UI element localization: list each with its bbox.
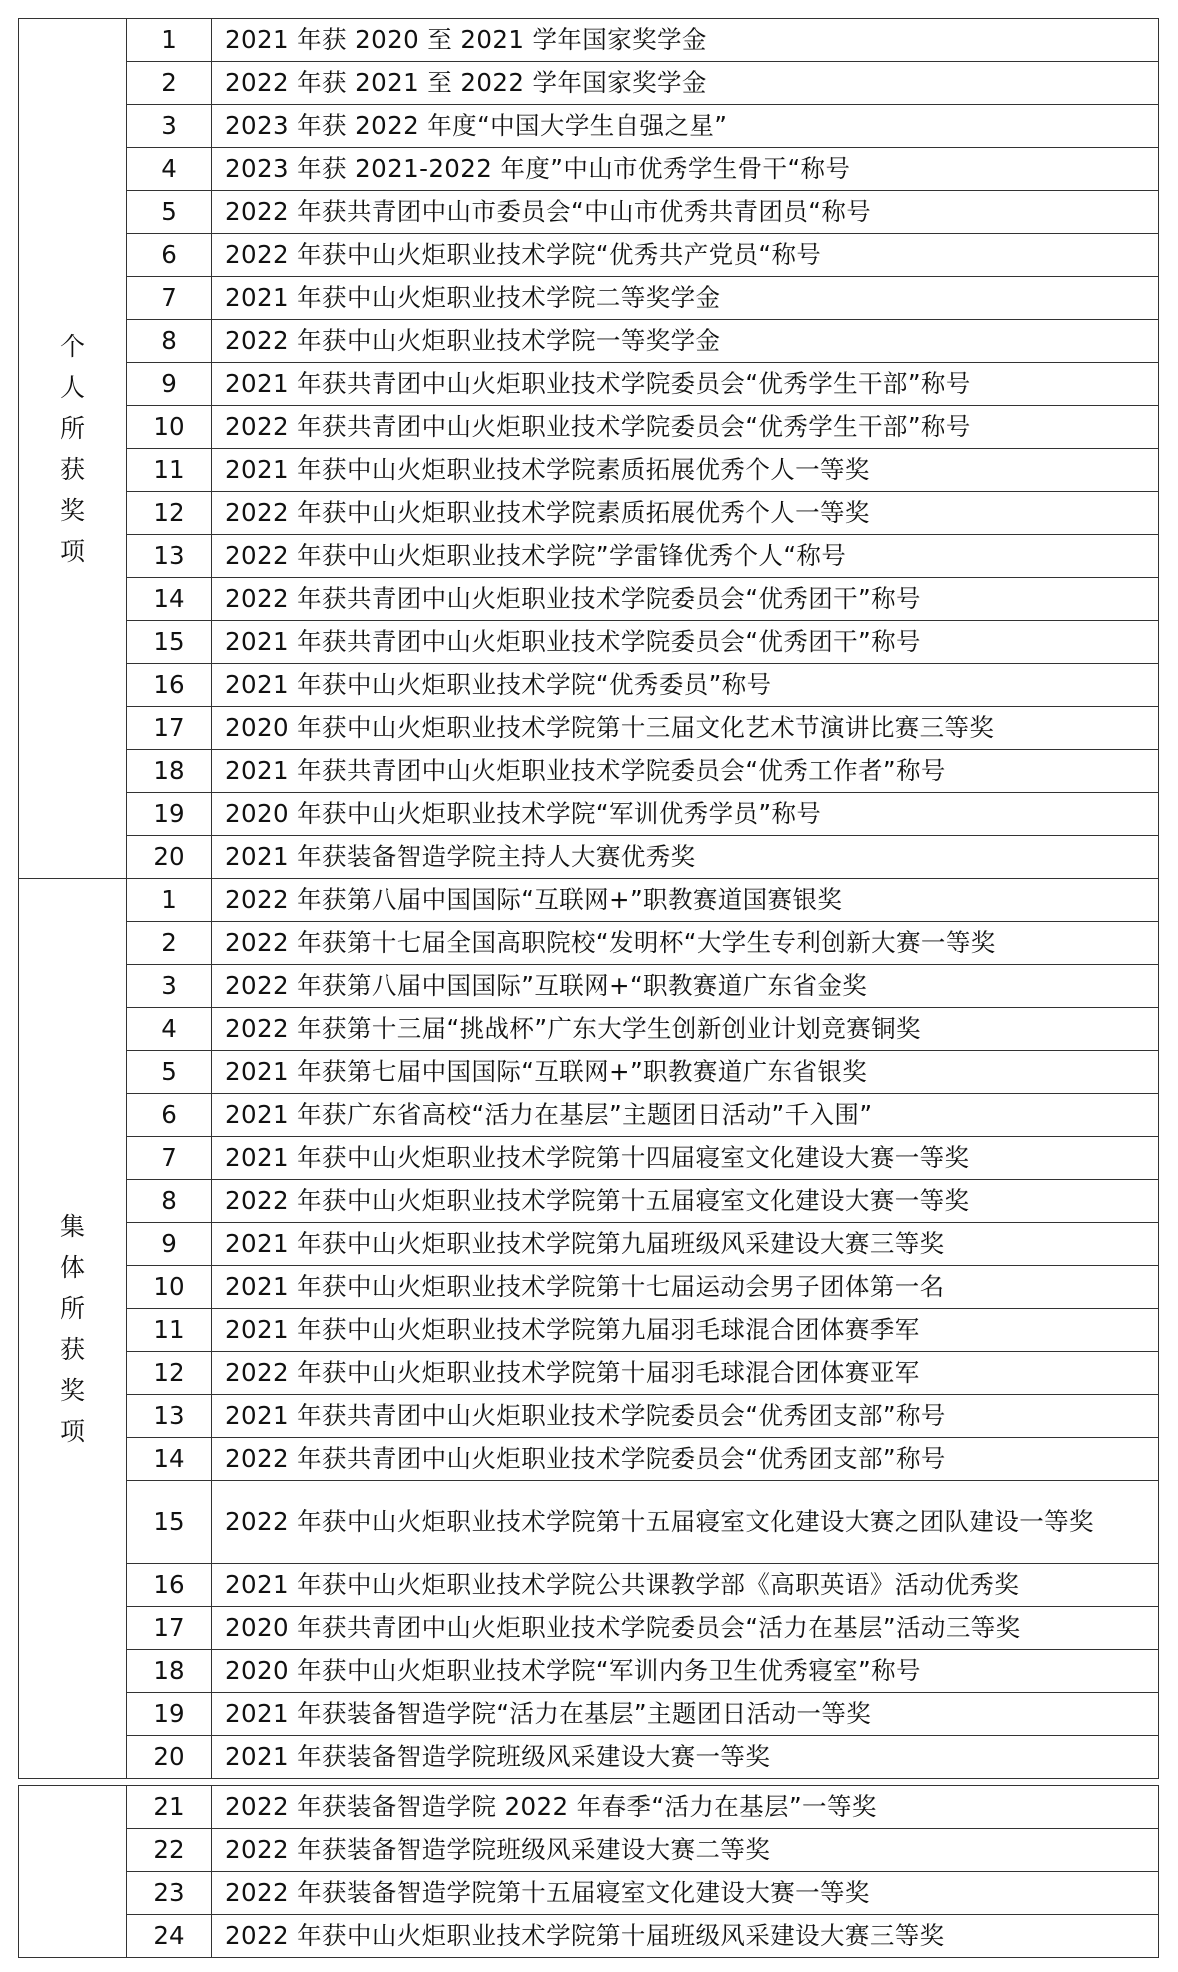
table-row — [19, 1395, 1159, 1438]
table-row — [19, 406, 1159, 449]
row-number: 24 — [127, 1915, 212, 1958]
awards-table-continued — [18, 1785, 1159, 1958]
table-row — [19, 191, 1159, 234]
table-row — [19, 922, 1159, 965]
table-row — [19, 965, 1159, 1008]
table-row — [19, 707, 1159, 750]
table-row — [19, 19, 1159, 62]
category-label-collective: 集体所获奖项 — [59, 1211, 85, 1446]
award-text: 2021 年获中山火炬职业技术学院第九届羽毛球混合团体赛季军 — [212, 1309, 1159, 1352]
row-number: 12 — [127, 1352, 212, 1395]
row-number: 7 — [127, 277, 212, 320]
award-text: 2021 年获 2020 至 2021 学年国家奖学金 — [212, 19, 1159, 62]
table-row — [19, 234, 1159, 277]
award-text: 2020 年获共青团中山火炬职业技术学院委员会“活力在基层”活动三等奖 — [212, 1607, 1159, 1650]
row-number: 11 — [127, 1309, 212, 1352]
award-text: 2020 年获中山火炬职业技术学院“军训优秀学员”称号 — [212, 793, 1159, 836]
award-text: 2022 年获装备智造学院第十五届寝室文化建设大赛一等奖 — [212, 1872, 1159, 1915]
award-text: 2022 年获第十七届全国高职院校“发明杯“大学生专利创新大赛一等奖 — [212, 922, 1159, 965]
row-number: 3 — [127, 965, 212, 1008]
row-number: 13 — [127, 1395, 212, 1438]
table-row — [19, 1736, 1159, 1779]
row-number: 2 — [127, 922, 212, 965]
row-number: 17 — [127, 1607, 212, 1650]
award-text: 2021 年获共青团中山火炬职业技术学院委员会“优秀团支部”称号 — [212, 1395, 1159, 1438]
row-number: 18 — [127, 1650, 212, 1693]
table-row — [19, 1438, 1159, 1481]
row-number: 1 — [127, 879, 212, 922]
table-row — [19, 1607, 1159, 1650]
row-number: 11 — [127, 449, 212, 492]
row-number: 20 — [127, 836, 212, 879]
row-number: 19 — [127, 793, 212, 836]
table-row — [19, 1650, 1159, 1693]
table-row — [19, 1137, 1159, 1180]
table-row — [19, 750, 1159, 793]
award-text: 2021 年获装备智造学院班级风采建设大赛一等奖 — [212, 1736, 1159, 1779]
award-text: 2022 年获中山火炬职业技术学院第十五届寝室文化建设大赛之团队建设一等奖 — [212, 1481, 1159, 1564]
row-number: 21 — [127, 1786, 212, 1829]
table-row — [19, 1352, 1159, 1395]
row-number: 6 — [127, 1094, 212, 1137]
award-text: 2021 年获共青团中山火炬职业技术学院委员会“优秀学生干部”称号 — [212, 363, 1159, 406]
award-text: 2022 年获中山火炬职业技术学院“优秀共产党员“称号 — [212, 234, 1159, 277]
category-cell-continued — [19, 1786, 127, 1958]
award-text: 2022 年获中山火炬职业技术学院素质拓展优秀个人一等奖 — [212, 492, 1159, 535]
table-row — [19, 1008, 1159, 1051]
award-text: 2022 年获中山火炬职业技术学院第十届班级风采建设大赛三等奖 — [212, 1915, 1159, 1958]
award-text: 2022 年获第八届中国国际“互联网+”职教赛道国赛银奖 — [212, 879, 1159, 922]
row-number: 23 — [127, 1872, 212, 1915]
row-number: 12 — [127, 492, 212, 535]
row-number: 18 — [127, 750, 212, 793]
award-text: 2023 年获 2021-2022 年度”中山市优秀学生骨干“称号 — [212, 148, 1159, 191]
row-number: 1 — [127, 19, 212, 62]
row-number: 8 — [127, 1180, 212, 1223]
award-text: 2021 年获共青团中山火炬职业技术学院委员会“优秀工作者”称号 — [212, 750, 1159, 793]
table-row — [19, 1309, 1159, 1352]
award-text: 2022 年获第十三届“挑战杯”广东大学生创新创业计划竞赛铜奖 — [212, 1008, 1159, 1051]
row-number: 4 — [127, 1008, 212, 1051]
table-row — [19, 1564, 1159, 1607]
award-text: 2021 年获装备智造学院“活力在基层”主题团日活动一等奖 — [212, 1693, 1159, 1736]
award-text: 2022 年获共青团中山火炬职业技术学院委员会“优秀团干”称号 — [212, 578, 1159, 621]
row-number: 14 — [127, 1438, 212, 1481]
table-row — [19, 1872, 1159, 1915]
award-text: 2022 年获装备智造学院班级风采建设大赛二等奖 — [212, 1829, 1159, 1872]
row-number: 16 — [127, 1564, 212, 1607]
table-row — [19, 1693, 1159, 1736]
table-row — [19, 879, 1159, 922]
row-number: 9 — [127, 363, 212, 406]
table-row — [19, 1223, 1159, 1266]
table-row — [19, 1094, 1159, 1137]
row-number: 19 — [127, 1693, 212, 1736]
table-row — [19, 1786, 1159, 1829]
row-number: 10 — [127, 1266, 212, 1309]
table-row — [19, 105, 1159, 148]
award-text: 2022 年获第八届中国国际”互联网+“职教赛道广东省金奖 — [212, 965, 1159, 1008]
category-cell-collective — [19, 879, 127, 1779]
award-text: 2021 年获共青团中山火炬职业技术学院委员会“优秀团干”称号 — [212, 621, 1159, 664]
award-text: 2023 年获 2022 年度“中国大学生自强之星” — [212, 105, 1159, 148]
award-text: 2021 年获装备智造学院主持人大赛优秀奖 — [212, 836, 1159, 879]
award-text: 2021 年获中山火炬职业技术学院第十四届寝室文化建设大赛一等奖 — [212, 1137, 1159, 1180]
row-number: 5 — [127, 191, 212, 234]
table-row — [19, 836, 1159, 879]
table-row — [19, 148, 1159, 191]
award-text: 2021 年获广东省高校“活力在基层”主题团日活动”千入围” — [212, 1094, 1159, 1137]
table-row — [19, 1915, 1159, 1958]
table-row — [19, 664, 1159, 707]
row-number: 6 — [127, 234, 212, 277]
award-text: 2021 年获中山火炬职业技术学院公共课教学部《高职英语》活动优秀奖 — [212, 1564, 1159, 1607]
award-text: 2021 年获中山火炬职业技术学院“优秀委员”称号 — [212, 664, 1159, 707]
row-number: 15 — [127, 621, 212, 664]
award-text: 2022 年获装备智造学院 2022 年春季“活力在基层”一等奖 — [212, 1786, 1159, 1829]
award-text: 2020 年获中山火炬职业技术学院第十三届文化艺术节演讲比赛三等奖 — [212, 707, 1159, 750]
table-row — [19, 277, 1159, 320]
award-text: 2022 年获共青团中山火炬职业技术学院委员会“优秀团支部”称号 — [212, 1438, 1159, 1481]
award-text: 2022 年获中山火炬职业技术学院”学雷锋优秀个人“称号 — [212, 535, 1159, 578]
table-row — [19, 535, 1159, 578]
table-row — [19, 62, 1159, 105]
award-text: 2022 年获中山火炬职业技术学院第十届羽毛球混合团体赛亚军 — [212, 1352, 1159, 1395]
row-number: 15 — [127, 1481, 212, 1564]
awards-table — [18, 18, 1159, 1779]
award-text: 2020 年获中山火炬职业技术学院“军训内务卫生优秀寝室”称号 — [212, 1650, 1159, 1693]
table-row — [19, 578, 1159, 621]
award-text: 2021 年获中山火炬职业技术学院素质拓展优秀个人一等奖 — [212, 449, 1159, 492]
row-number: 9 — [127, 1223, 212, 1266]
category-cell-personal — [19, 19, 127, 879]
table-row — [19, 363, 1159, 406]
award-text: 2021 年获第七届中国国际“互联网+”职教赛道广东省银奖 — [212, 1051, 1159, 1094]
award-text: 2021 年获中山火炬职业技术学院第九届班级风采建设大赛三等奖 — [212, 1223, 1159, 1266]
table-row — [19, 1481, 1159, 1564]
row-number: 13 — [127, 535, 212, 578]
table-row — [19, 621, 1159, 664]
row-number: 7 — [127, 1137, 212, 1180]
row-number: 2 — [127, 62, 212, 105]
row-number: 16 — [127, 664, 212, 707]
award-text: 2022 年获共青团中山市委员会“中山市优秀共青团员“称号 — [212, 191, 1159, 234]
award-text: 2022 年获共青团中山火炬职业技术学院委员会“优秀学生干部”称号 — [212, 406, 1159, 449]
award-text: 2022 年获中山火炬职业技术学院第十五届寝室文化建设大赛一等奖 — [212, 1180, 1159, 1223]
row-number: 20 — [127, 1736, 212, 1779]
award-text: 2021 年获中山火炬职业技术学院二等奖学金 — [212, 277, 1159, 320]
category-label-personal: 个人所获奖项 — [59, 331, 85, 566]
row-number: 8 — [127, 320, 212, 363]
row-number: 10 — [127, 406, 212, 449]
table-row — [19, 320, 1159, 363]
row-number: 4 — [127, 148, 212, 191]
table-row — [19, 1829, 1159, 1872]
award-text: 2022 年获 2021 至 2022 学年国家奖学金 — [212, 62, 1159, 105]
row-number: 3 — [127, 105, 212, 148]
table-row — [19, 793, 1159, 836]
table-row — [19, 492, 1159, 535]
table-row — [19, 1266, 1159, 1309]
row-number: 17 — [127, 707, 212, 750]
row-number: 14 — [127, 578, 212, 621]
row-number: 5 — [127, 1051, 212, 1094]
table-row — [19, 449, 1159, 492]
row-number: 22 — [127, 1829, 212, 1872]
award-text: 2022 年获中山火炬职业技术学院一等奖学金 — [212, 320, 1159, 363]
award-text: 2021 年获中山火炬职业技术学院第十七届运动会男子团体第一名 — [212, 1266, 1159, 1309]
table-row — [19, 1051, 1159, 1094]
table-row — [19, 1180, 1159, 1223]
